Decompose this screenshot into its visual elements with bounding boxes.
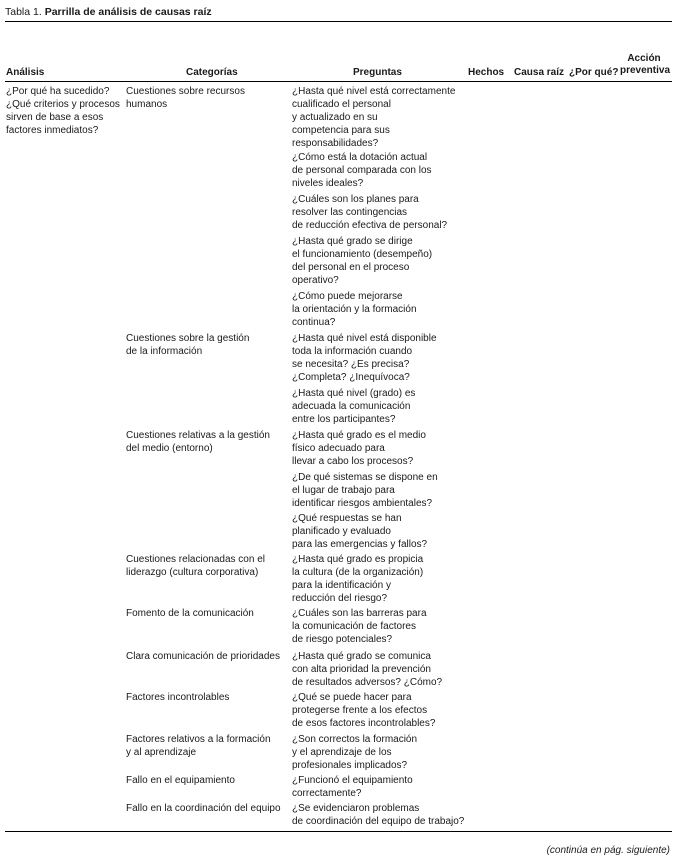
question-line: ¿Completa? ¿Inequívoca? — [292, 371, 410, 383]
question — [292, 333, 496, 385]
question-line: de coordinación del equipo de trabajo? — [292, 815, 465, 827]
question — [292, 194, 496, 233]
analisis-cell — [6, 86, 124, 138]
analisis-line: ¿Por qué ha sucedido? — [6, 86, 110, 97]
category-gestion-medio — [126, 430, 305, 456]
question — [292, 775, 496, 801]
question — [292, 734, 496, 773]
question-line: ¿Hasta qué nivel (grado) es — [292, 388, 416, 399]
category-line: liderazgo (cultura corporativa) — [126, 566, 259, 578]
question-line: profesionales implicados? — [292, 759, 408, 771]
question-line: adecuada la comunicación — [292, 400, 411, 412]
question-line: para las emergencias y fallos? — [292, 538, 428, 550]
question-line: ¿Hasta qué grado es el medio — [292, 430, 426, 441]
question-line: se necesita? ¿Es precisa? — [292, 358, 410, 370]
category-fallo-equipamiento — [126, 775, 305, 788]
question-line: ¿Hasta qué grado se dirige — [292, 236, 413, 247]
question-line: de personal comparada con los — [292, 164, 432, 176]
category-line: Factores relativos a la formación — [126, 734, 271, 745]
question — [292, 554, 496, 606]
question-line: físico adecuado para — [292, 442, 385, 454]
question-line: responsabilidades? — [292, 137, 379, 149]
question — [292, 291, 496, 330]
question-line: identificar riesgos ambientales? — [292, 497, 433, 509]
question — [292, 86, 496, 151]
category-line: del medio (entorno) — [126, 442, 213, 454]
question — [292, 152, 496, 191]
header-analisis: Análisis — [6, 67, 45, 78]
category-line: Fomento de la comunicación — [126, 608, 254, 619]
question-line: para la identificación y — [292, 579, 391, 591]
question-line: ¿Qué respuestas se han — [292, 513, 402, 524]
question-line: de riesgo potenciales? — [292, 633, 393, 645]
question-line: ¿Cuáles son los planes para — [292, 194, 419, 205]
question-line: y el aprendizaje de los — [292, 746, 392, 758]
header-categorias: Categorías — [186, 67, 238, 78]
question-line: con alta prioridad la prevención — [292, 663, 431, 675]
category-line: Cuestiones relacionadas con el — [126, 554, 265, 565]
question — [292, 236, 496, 288]
question-line: ¿Son correctos la formación — [292, 734, 418, 745]
question — [292, 651, 496, 690]
question — [292, 803, 492, 829]
bottom-rule — [5, 831, 672, 832]
question-line: niveles ideales? — [292, 177, 364, 189]
question-line: ¿Funcionó el equipamiento — [292, 775, 413, 786]
question-line: ¿Hasta qué grado es propicia — [292, 554, 424, 565]
question-line: resolver las contingencias — [292, 206, 408, 218]
question-line: cualificado el personal — [292, 98, 391, 110]
header-rule — [5, 81, 672, 82]
continued-note: (continúa en pág. siguiente) — [546, 845, 670, 856]
question-line: reducción del riesgo? — [292, 592, 388, 604]
category-line: Clara comunicación de prioridades — [126, 651, 280, 662]
category-line: Fallo en la coordinación del equipo — [126, 803, 281, 814]
category-line: de la información — [126, 345, 203, 357]
question — [292, 692, 496, 731]
header-accion-line2: preventiva — [620, 65, 671, 76]
question-line: planificado y evaluado — [292, 525, 391, 537]
category-line: Factores incontrolables — [126, 692, 230, 703]
category-line: y al aprendizaje — [126, 746, 197, 758]
question-line: ¿Se evidenciaron problemas — [292, 803, 420, 814]
header-por-que: ¿Por qué? — [569, 67, 619, 78]
caption-prefix: Tabla 1. — [5, 6, 42, 18]
question-line: ¿Hasta qué nivel está disponible — [292, 333, 437, 344]
category-line: Fallo en el equipamiento — [126, 775, 235, 786]
question-line: ¿Hasta qué grado se comunica — [292, 651, 431, 662]
category-factores-incontrolables — [126, 692, 305, 705]
question-line: ¿Hasta qué nivel está correctamente — [292, 86, 456, 97]
question-line: ¿Cuáles son las barreras para — [292, 608, 427, 619]
analisis-line: ¿Qué criterios y procesos — [6, 98, 120, 110]
category-recursos-humanos — [126, 86, 305, 112]
question-line: correctamente? — [292, 787, 362, 799]
analisis-line: sirven de base a esos — [6, 111, 104, 123]
header-accion-line1: Acción — [627, 53, 661, 64]
question-line: ¿Qué se puede hacer para — [292, 692, 412, 703]
category-fallo-coordinacion — [126, 803, 305, 816]
category-line: Cuestiones sobre la gestión — [126, 333, 250, 344]
category-fomento-comunicacion — [126, 608, 305, 621]
question-line: la comunicación de factores — [292, 620, 416, 632]
top-rule — [5, 21, 672, 22]
question-line: el lugar de trabajo para — [292, 484, 395, 496]
question — [292, 472, 496, 511]
question-line: de resultados adversos? ¿Cómo? — [292, 676, 443, 688]
question-line: el funcionamiento (desempeño) — [292, 248, 433, 260]
category-liderazgo — [126, 554, 305, 580]
question — [292, 513, 496, 552]
question — [292, 388, 496, 427]
caption-title: Parrilla de análisis de causas raíz — [44, 6, 212, 18]
question-line: la cultura (de la organización) — [292, 566, 424, 578]
question-line: protegerse frente a los efectos — [292, 704, 428, 716]
question-line: llevar a cabo los procesos? — [292, 455, 414, 467]
question-line: de reducción efectiva de personal? — [292, 219, 448, 231]
question-line: toda la información cuando — [292, 345, 413, 357]
question-line: ¿Cómo puede mejorarse — [292, 291, 403, 302]
question-line: ¿Cómo está la dotación actual — [292, 152, 428, 163]
question-line: continua? — [292, 316, 336, 328]
category-formacion-aprendizaje — [126, 734, 305, 760]
category-line: humanos — [126, 98, 168, 110]
question-line: de esos factores incontrolables? — [292, 717, 436, 729]
category-clara-comunicacion — [126, 651, 305, 664]
question-line: entre los participantes? — [292, 413, 396, 425]
header-causa-raiz: Causa raíz — [514, 67, 565, 78]
question-line: la orientación y la formación — [292, 303, 417, 315]
question — [292, 608, 496, 647]
question-line: ¿De qué sistemas se dispone en — [292, 472, 438, 483]
analisis-line: factores inmediatos? — [6, 124, 99, 136]
question — [292, 430, 496, 469]
header-preguntas: Preguntas — [353, 67, 402, 78]
question-line: operativo? — [292, 274, 339, 286]
category-line: Cuestiones relativas a la gestión — [126, 430, 270, 441]
category-gestion-informacion — [126, 333, 305, 359]
header-accion-preventiva — [620, 53, 671, 77]
table-caption — [5, 6, 212, 18]
question-line: competencia para sus — [292, 124, 390, 136]
question-line: del personal en el proceso — [292, 261, 410, 273]
header-hechos: Hechos — [468, 67, 505, 78]
question-line: y actualizado en su — [292, 111, 378, 123]
category-line: Cuestiones sobre recursos — [126, 86, 245, 97]
